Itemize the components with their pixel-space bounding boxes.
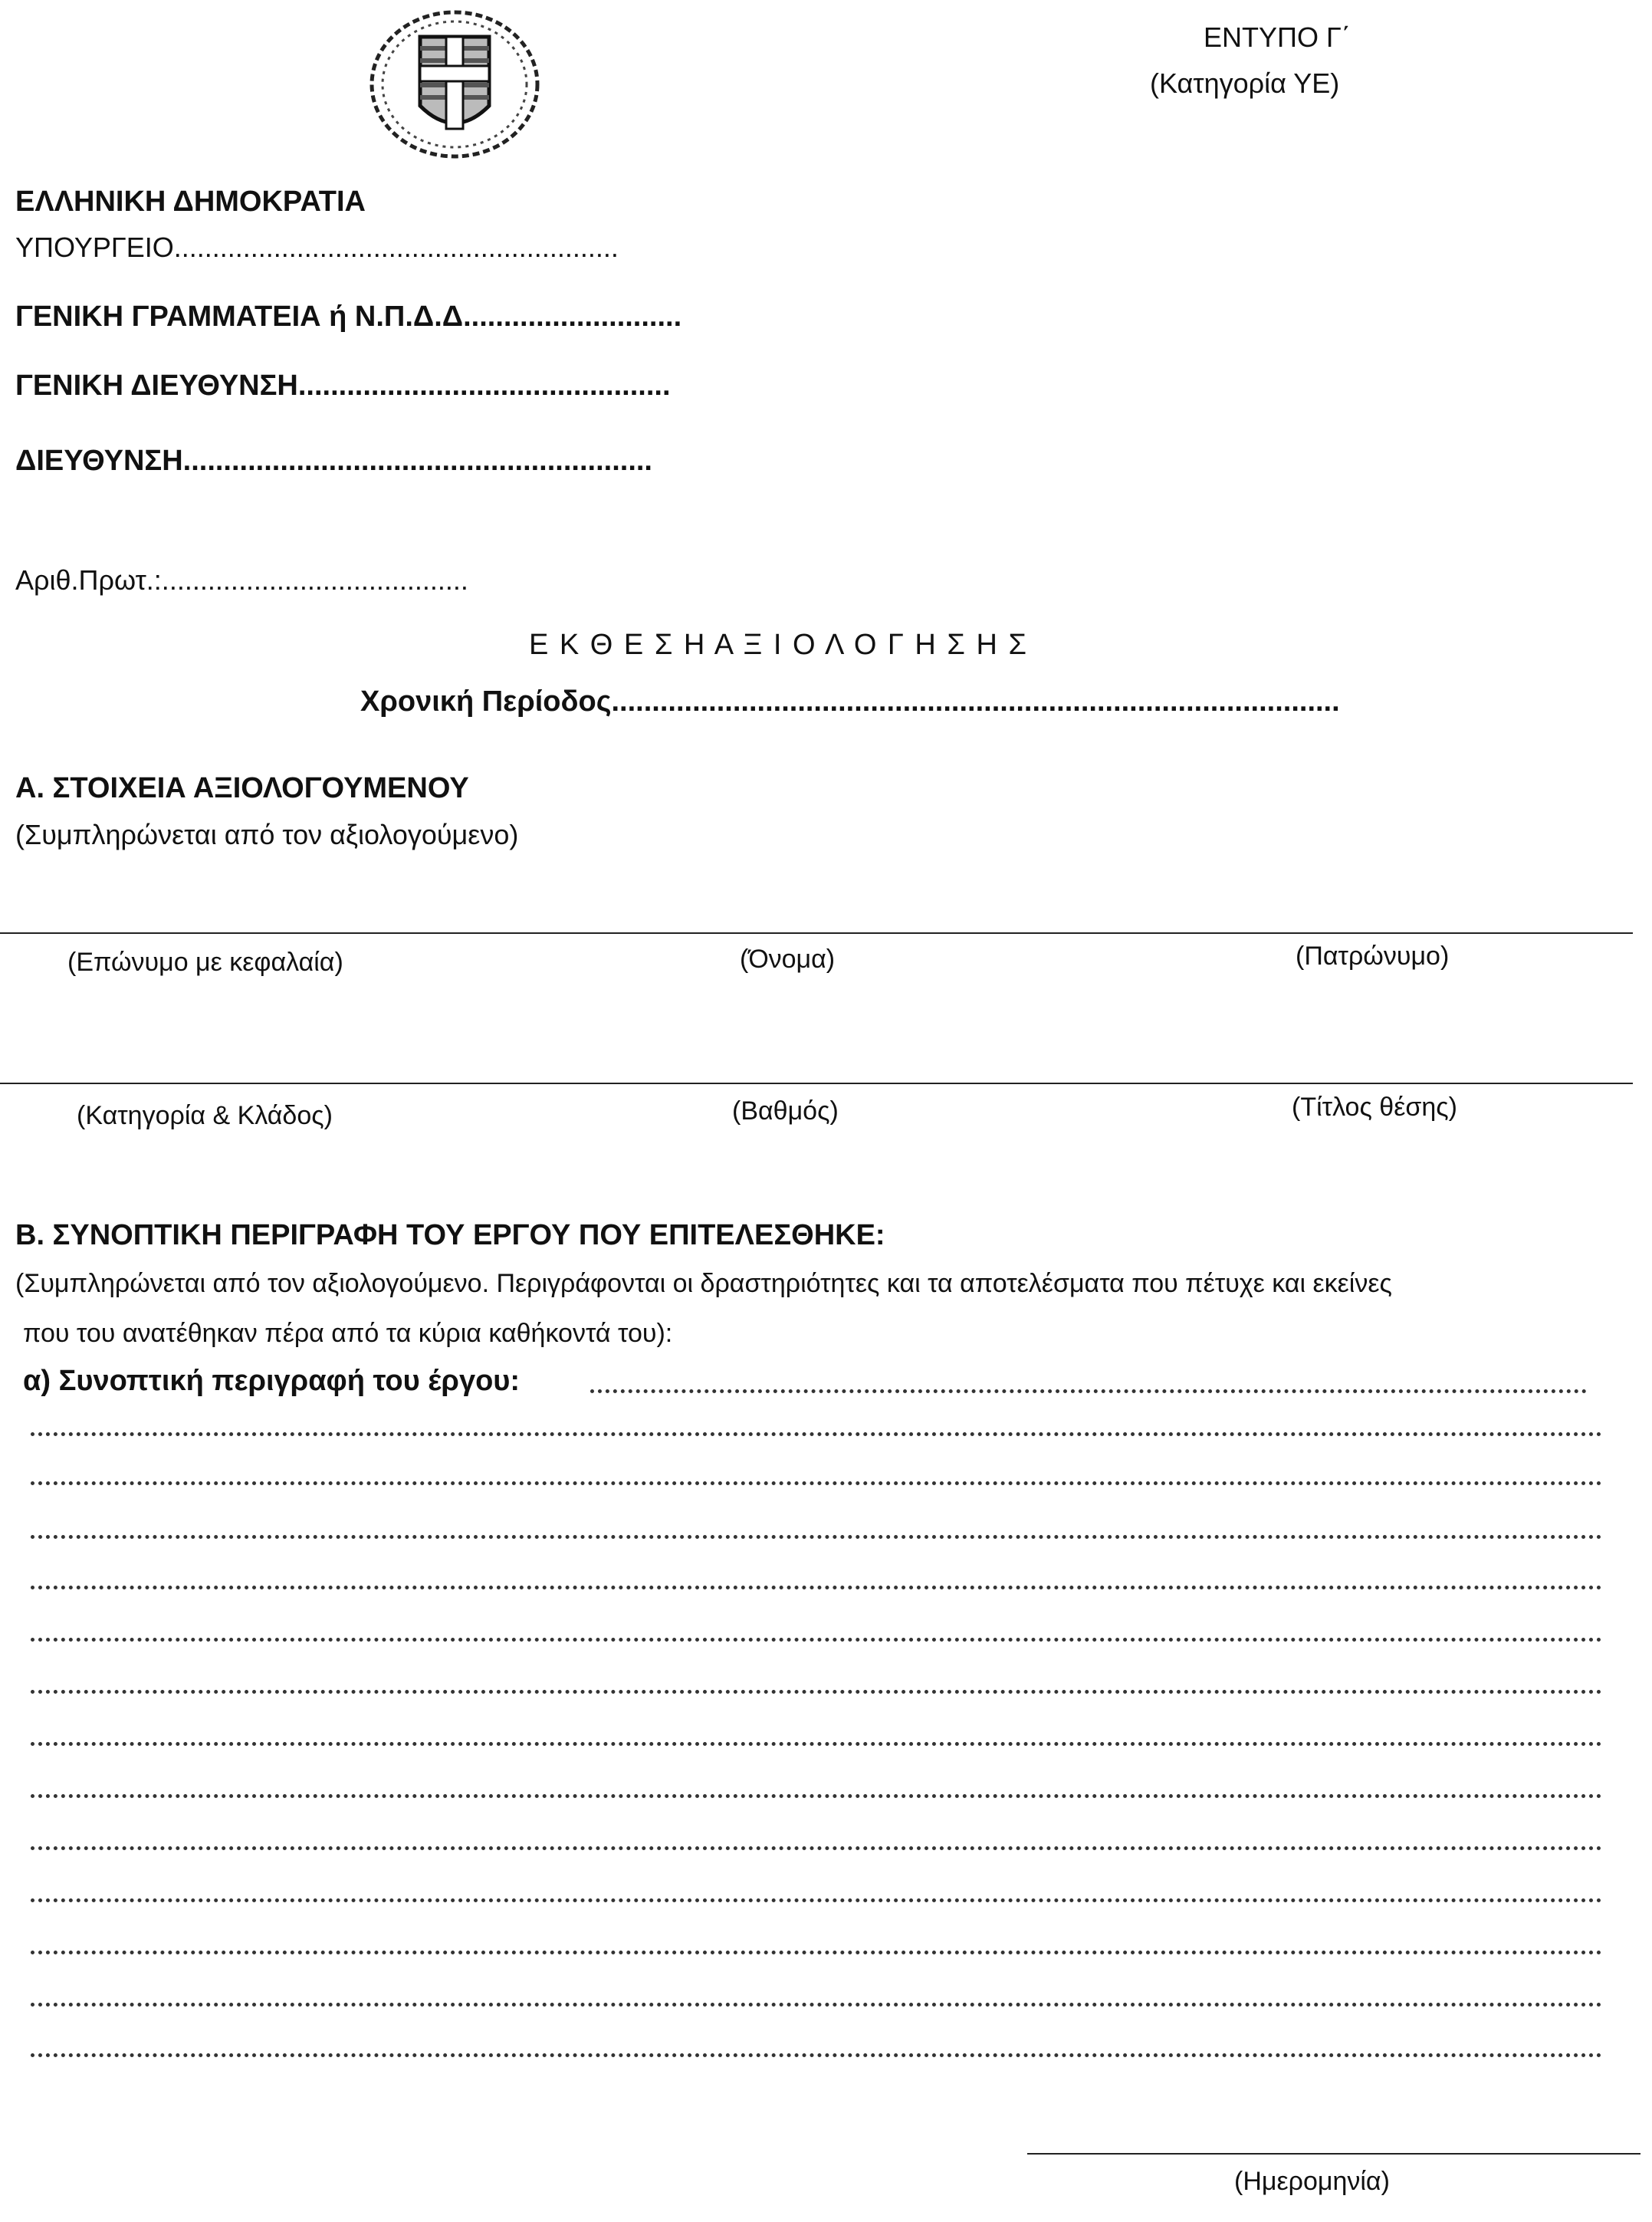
description-line[interactable] — [31, 1432, 1602, 1436]
section-b-heading: Β. ΣΥΝΟΠΤΙΚΗ ΠΕΡΙΓΡΑΦΗ ΤΟΥ ΕΡΓΟΥ ΠΟΥ ΕΠΙΤΕΛΕΣΘΗΚΕ: — [15, 1219, 885, 1251]
section-b-note-line1: (Συμπληρώνεται από τον αξιολογούμενο. Περιγράφονται οι δραστηριότητες και τα αποτελέσματα που πέτυχε και εκείνες — [15, 1269, 1392, 1298]
description-line[interactable] — [31, 2053, 1602, 2057]
description-line[interactable] — [31, 1742, 1602, 1746]
category-branch-label: (Κατηγορία & Κλάδος) — [77, 1101, 333, 1130]
date-line[interactable] — [1027, 2153, 1641, 2155]
date-label: (Ημερομηνία) — [1234, 2167, 1390, 2196]
directorate-field[interactable]: ΔΙΕΥΘΥΝΣΗ.......................................................... — [15, 445, 652, 477]
description-line[interactable] — [31, 2003, 1602, 2007]
greek-coat-of-arms-icon — [366, 6, 543, 159]
description-line[interactable] — [31, 1846, 1602, 1850]
section-b-subheading: α) Συνοπτική περιγραφή του έργου: — [23, 1365, 521, 1397]
section-a-heading: Α. ΣΤΟΙΧΕΙΑ ΑΞΙΟΛΟΓΟΥΜΕΝΟΥ — [15, 772, 469, 804]
description-line[interactable] — [31, 1898, 1602, 1902]
form-code: ΕΝΤΥΠΟ Γ΄ — [1204, 21, 1351, 53]
section-a-note: (Συμπληρώνεται από τον αξιολογούμενο) — [15, 819, 519, 850]
description-line[interactable] — [31, 1586, 1602, 1589]
ministry-field[interactable]: ΥΠΟΥΡΓΕΙΟ.......................................................... — [15, 232, 619, 263]
report-title: Ε Κ Θ Ε Σ Η Α Ξ Ι Ο Λ Ο Γ Η Σ Η Σ — [529, 629, 1028, 661]
position-row-line[interactable] — [0, 1083, 1633, 1084]
description-line[interactable] — [31, 1690, 1602, 1694]
surname-label: (Επώνυμο με κεφαλαία) — [67, 948, 343, 977]
description-line[interactable] — [590, 1389, 1587, 1393]
position-title-label: (Τίτλος θέσης) — [1292, 1093, 1457, 1122]
period-field[interactable]: Χρονική Περίοδος.......................................................................................... — [360, 685, 1340, 718]
description-line[interactable] — [31, 1794, 1602, 1798]
description-line[interactable] — [31, 1951, 1602, 1954]
section-b-note-line2: που του ανατέθηκαν πέρα από τα κύρια καθήκοντά του): — [23, 1319, 673, 1348]
grade-label: (Βαθμός) — [732, 1096, 839, 1126]
description-line[interactable] — [31, 1638, 1602, 1642]
description-line[interactable] — [31, 1535, 1602, 1539]
general-directorate-field[interactable]: ΓΕΝΙΚΗ ΔΙΕΥΘΥΝΣΗ.............................................. — [15, 370, 671, 402]
fathers-name-label: (Πατρώνυμο) — [1296, 942, 1450, 971]
description-line[interactable] — [31, 1481, 1602, 1485]
general-secretariat-field[interactable]: ΓΕΝΙΚΗ ΓΡΑΜΜΑΤΕΙΑ ή Ν.Π.Δ.Δ........................... — [15, 301, 682, 333]
protocol-number-field[interactable]: Αριθ.Πρωτ.:........................................ — [15, 564, 468, 596]
republic-title: ΕΛΛΗΝΙΚΗ ΔΗΜΟΚΡΑΤΙΑ — [15, 186, 366, 218]
form-category: (Κατηγορία ΥΕ) — [1150, 67, 1340, 99]
name-row-line[interactable] — [0, 932, 1633, 934]
first-name-label: (Όνομα) — [740, 945, 836, 974]
